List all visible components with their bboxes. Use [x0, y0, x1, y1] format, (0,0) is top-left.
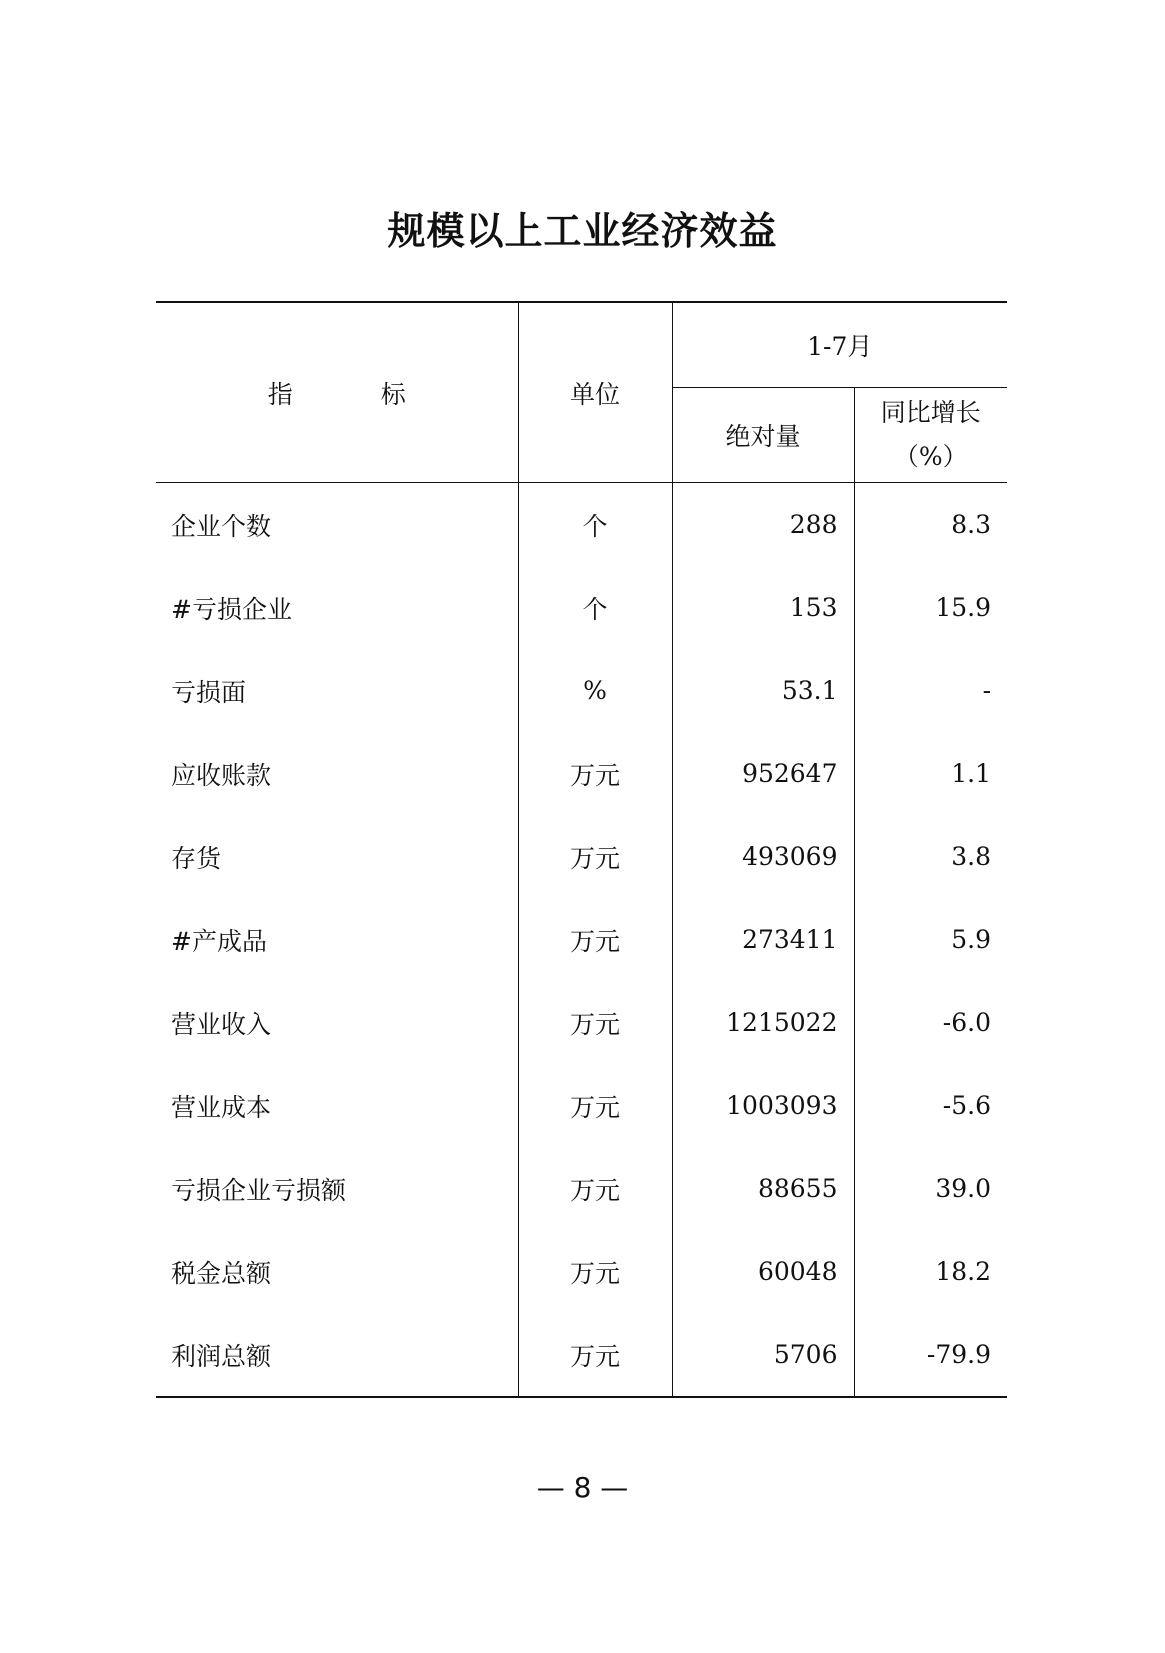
- row-unit: 万元: [518, 898, 672, 981]
- row-indicator: 营业成本: [156, 1064, 518, 1147]
- row-unit: 万元: [518, 732, 672, 815]
- table-row: [156, 1064, 1007, 1147]
- row-absolute: 60048: [672, 1230, 854, 1313]
- row-unit: 个: [518, 566, 672, 649]
- row-absolute: 153: [672, 566, 854, 649]
- row-unit: 万元: [518, 1230, 672, 1313]
- row-unit: 个: [518, 483, 672, 567]
- row-indicator: 亏损企业亏损额: [156, 1147, 518, 1230]
- row-absolute: 1215022: [672, 981, 854, 1064]
- row-unit: 万元: [518, 1064, 672, 1147]
- table-row: [156, 1147, 1007, 1230]
- row-growth: 1.1: [854, 732, 1007, 815]
- table-row: [156, 1230, 1007, 1313]
- header-indicator: 指 标: [156, 302, 518, 483]
- row-absolute: 88655: [672, 1147, 854, 1230]
- row-absolute: 273411: [672, 898, 854, 981]
- row-growth: -79.9: [854, 1313, 1007, 1397]
- row-indicator: 亏损面: [156, 649, 518, 732]
- header-growth: [854, 388, 1007, 483]
- row-indicator: #亏损企业: [156, 566, 518, 649]
- row-growth: 5.9: [854, 898, 1007, 981]
- table-row: [156, 815, 1007, 898]
- row-unit: 万元: [518, 815, 672, 898]
- row-indicator: 税金总额: [156, 1230, 518, 1313]
- row-indicator: 企业个数: [156, 483, 518, 567]
- table-row: [156, 483, 1007, 567]
- row-absolute: 5706: [672, 1313, 854, 1397]
- table-row: [156, 732, 1007, 815]
- row-indicator: #产成品: [156, 898, 518, 981]
- table-row: [156, 898, 1007, 981]
- row-unit: %: [518, 649, 672, 732]
- page-number: — 8 —: [536, 1471, 629, 1504]
- row-absolute: 1003093: [672, 1064, 854, 1147]
- header-unit: 单位: [518, 302, 672, 483]
- table-row: [156, 566, 1007, 649]
- row-indicator: 存货: [156, 815, 518, 898]
- row-growth: 18.2: [854, 1230, 1007, 1313]
- row-unit: 万元: [518, 1147, 672, 1230]
- industrial-efficiency-table: [156, 301, 1007, 1398]
- row-growth: 39.0: [854, 1147, 1007, 1230]
- table-header: [156, 302, 1007, 483]
- table-row: [156, 649, 1007, 732]
- row-unit: 万元: [518, 981, 672, 1064]
- header-period: 1-7月: [672, 302, 1007, 388]
- row-indicator: 应收账款: [156, 732, 518, 815]
- row-growth: -5.6: [854, 1064, 1007, 1147]
- page-title: 规模以上工业经济效益: [387, 209, 778, 253]
- header-absolute: 绝对量: [672, 388, 854, 483]
- row-indicator: 利润总额: [156, 1313, 518, 1397]
- row-unit: 万元: [518, 1313, 672, 1397]
- table-row: [156, 981, 1007, 1064]
- header-growth-line1: 同比增长: [880, 398, 981, 427]
- row-indicator: 营业收入: [156, 981, 518, 1064]
- row-growth: -6.0: [854, 981, 1007, 1064]
- row-growth: 15.9: [854, 566, 1007, 649]
- row-growth: 3.8: [854, 815, 1007, 898]
- row-growth: 8.3: [854, 483, 1007, 567]
- row-growth: -: [854, 649, 1007, 732]
- row-absolute: 952647: [672, 732, 854, 815]
- table-row: [156, 1313, 1007, 1397]
- row-absolute: 53.1: [672, 649, 854, 732]
- row-absolute: 493069: [672, 815, 854, 898]
- header-growth-line2: （%）: [893, 442, 968, 471]
- table-body: [156, 483, 1007, 1398]
- row-absolute: 288: [672, 483, 854, 567]
